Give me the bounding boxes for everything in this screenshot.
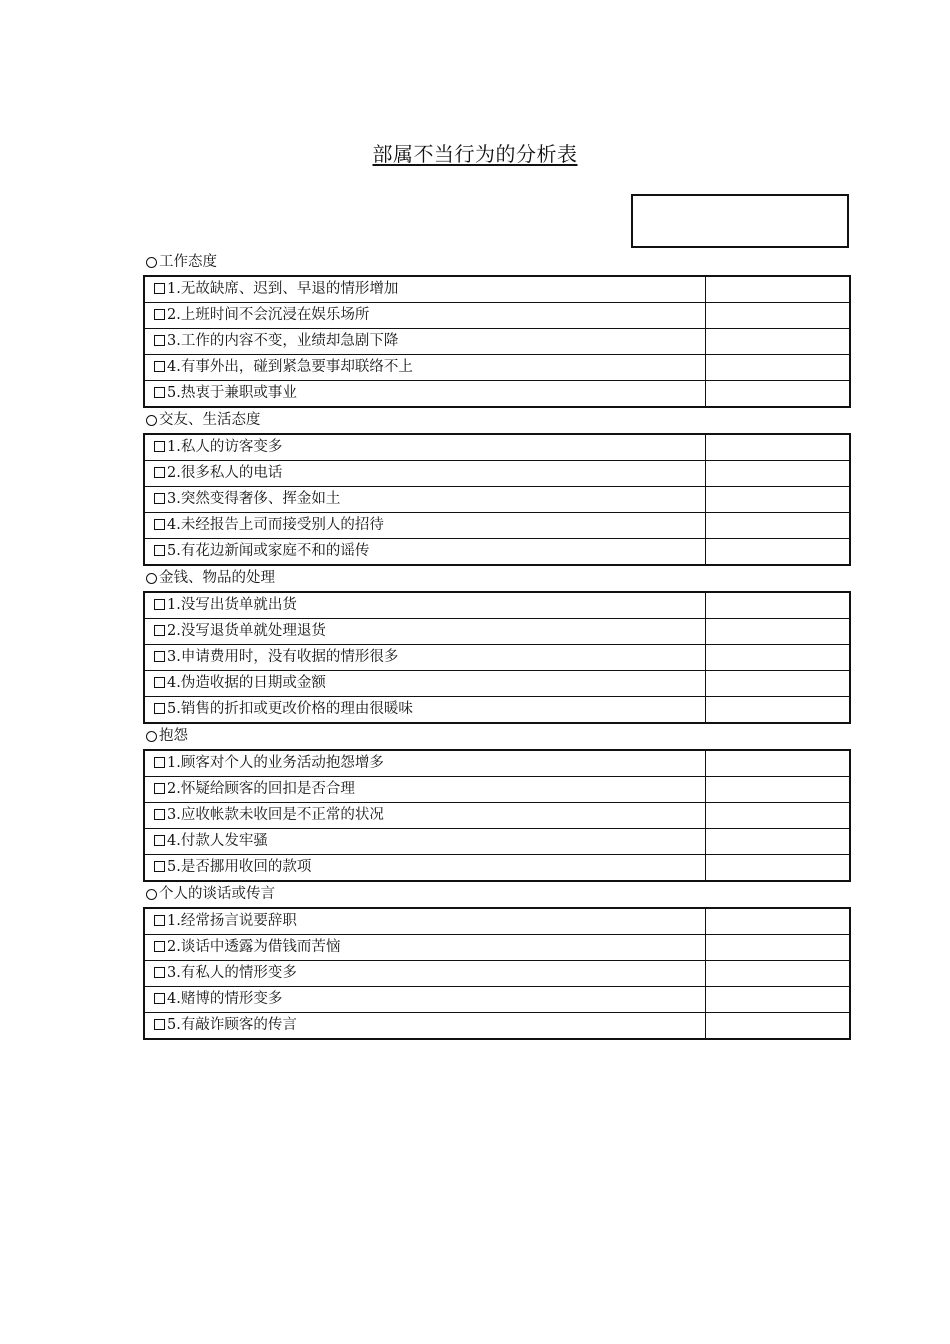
checkbox-icon[interactable] [154,283,165,294]
item-cell [144,434,705,461]
mark-cell[interactable] [705,381,850,408]
table-row [144,513,850,539]
item-text: 上班时间不会沉浸在娱乐场所 [180,307,370,323]
item-number: 4. [167,833,181,849]
checkbox-icon[interactable] [154,941,165,952]
checklist-sections [143,250,849,1040]
checkbox-icon[interactable] [154,519,165,530]
item-text: 有花边新闻或家庭不和的谣传 [180,543,370,559]
item-number: 5. [167,1017,181,1033]
checkbox-icon[interactable] [154,651,165,662]
item-cell [144,513,705,539]
item-cell [144,539,705,566]
mark-cell[interactable] [705,750,850,777]
item-text: 未经报告上司而接受别人的招待 [180,517,384,533]
table-row [144,329,850,355]
checkbox-icon[interactable] [154,915,165,926]
item-text: 突然变得奢侈、挥金如土 [180,491,341,507]
checkbox-icon[interactable] [154,703,165,714]
item-number: 4. [167,359,181,375]
checkbox-icon[interactable] [154,361,165,372]
section-money-handling [143,566,849,724]
item-cell [144,987,705,1013]
item-text: 赌博的情形变多 [180,991,283,1007]
checkbox-icon[interactable] [154,467,165,478]
score-box[interactable] [631,194,849,248]
checklist-table [143,749,851,882]
mark-cell[interactable] [705,1013,850,1040]
checkbox-icon[interactable] [154,625,165,636]
item-text: 应收帐款未收回是不正常的状况 [180,807,384,823]
table-row [144,750,850,777]
section-heading [143,250,849,275]
item-text: 经常扬言说要辞职 [180,913,297,929]
item-text: 有事外出，碰到紧急要事却联络不上 [180,359,413,375]
checkbox-icon[interactable] [154,441,165,452]
mark-cell[interactable] [705,276,850,303]
item-cell [144,355,705,381]
item-cell [144,461,705,487]
section-heading-text: 个人的谈话或传言 [159,886,275,902]
checkbox-icon[interactable] [154,861,165,872]
checklist-table [143,591,851,724]
item-cell [144,619,705,645]
item-number: 5. [167,385,181,401]
checkbox-icon[interactable] [154,599,165,610]
item-number: 2. [167,939,181,955]
checklist-table [143,433,851,566]
mark-cell[interactable] [705,697,850,724]
item-number: 3. [167,965,181,981]
section-heading [143,724,849,749]
table-row [144,461,850,487]
mark-cell[interactable] [705,908,850,935]
item-text: 谈话中透露为借钱而苦恼 [180,939,341,955]
section-heading-text: 交友、生活态度 [159,412,261,428]
table-row [144,1013,850,1040]
item-number: 2. [167,781,181,797]
item-cell [144,329,705,355]
item-text: 工作的内容不变，业绩却急剧下降 [180,333,399,349]
checkbox-icon[interactable] [154,993,165,1004]
item-text: 有私人的情形变多 [180,965,297,981]
item-cell [144,671,705,697]
circle-bullet-icon [146,257,157,268]
table-row [144,355,850,381]
table-row [144,645,850,671]
checkbox-icon[interactable] [154,809,165,820]
item-number: 2. [167,623,181,639]
item-cell [144,961,705,987]
section-social-life [143,408,849,566]
table-row [144,276,850,303]
item-number: 2. [167,307,181,323]
item-number: 2. [167,465,181,481]
section-heading-text: 抱怨 [159,728,188,744]
table-row [144,855,850,882]
item-text: 热衷于兼职或事业 [180,385,297,401]
item-number: 1. [167,281,181,297]
table-row [144,671,850,697]
item-text: 销售的折扣或更改价格的理由很暖味 [180,701,413,717]
mark-cell[interactable] [705,539,850,566]
mark-cell[interactable] [705,513,850,539]
table-row [144,961,850,987]
item-cell [144,1013,705,1040]
section-heading [143,566,849,591]
item-number: 1. [167,913,181,929]
mark-cell[interactable] [705,855,850,882]
item-text: 伪造收据的日期或金额 [180,675,326,691]
item-cell [144,276,705,303]
checkbox-icon[interactable] [154,757,165,768]
item-cell [144,592,705,619]
mark-cell[interactable] [705,645,850,671]
mark-cell[interactable] [705,303,850,329]
item-number: 3. [167,649,181,665]
item-number: 1. [167,755,181,771]
checkbox-icon[interactable] [154,967,165,978]
section-personal-talk [143,882,849,1040]
item-cell [144,803,705,829]
mark-cell[interactable] [705,961,850,987]
item-number: 5. [167,701,181,717]
circle-bullet-icon [146,731,157,742]
section-heading [143,408,849,433]
checkbox-icon[interactable] [154,677,165,688]
checklist-table [143,907,851,1040]
mark-cell[interactable] [705,434,850,461]
mark-cell[interactable] [705,461,850,487]
item-text: 有敲诈顾客的传言 [180,1017,297,1033]
circle-bullet-icon [146,415,157,426]
item-number: 3. [167,807,181,823]
checkbox-icon[interactable] [154,493,165,504]
checkbox-icon[interactable] [154,783,165,794]
page-title: 部属不当行为的分析表 [372,142,578,166]
checkbox-icon[interactable] [154,1019,165,1030]
mark-cell[interactable] [705,619,850,645]
item-text: 没写出货单就出货 [180,597,297,613]
checkbox-icon[interactable] [154,309,165,320]
checkbox-icon[interactable] [154,335,165,346]
mark-cell[interactable] [705,987,850,1013]
item-number: 4. [167,517,181,533]
item-number: 5. [167,859,181,875]
item-cell [144,829,705,855]
item-number: 1. [167,439,181,455]
section-heading [143,882,849,907]
table-row [144,539,850,566]
table-row [144,829,850,855]
mark-cell[interactable] [705,829,850,855]
item-cell [144,750,705,777]
table-row [144,777,850,803]
item-text: 付款人发牢骚 [180,833,268,849]
table-row [144,697,850,724]
section-heading-text: 工作态度 [159,254,217,270]
section-work-attitude [143,250,849,408]
item-text: 怀疑给顾客的回扣是否合理 [180,781,355,797]
mark-cell[interactable] [705,935,850,961]
mark-cell[interactable] [705,329,850,355]
mark-cell[interactable] [705,671,850,697]
table-row [144,908,850,935]
item-number: 3. [167,491,181,507]
item-number: 5. [167,543,181,559]
item-cell [144,381,705,408]
item-cell [144,908,705,935]
item-text: 很多私人的电话 [180,465,283,481]
table-row [144,987,850,1013]
checkbox-icon[interactable] [154,835,165,846]
item-cell [144,487,705,513]
item-number: 4. [167,675,181,691]
item-text: 是否挪用收回的款项 [180,859,312,875]
table-row [144,619,850,645]
circle-bullet-icon [146,573,157,584]
item-number: 1. [167,597,181,613]
mark-cell[interactable] [705,487,850,513]
table-row [144,381,850,408]
table-row [144,935,850,961]
checkbox-icon[interactable] [154,387,165,398]
item-cell [144,697,705,724]
item-text: 没写退货单就处理退货 [180,623,326,639]
section-complaints [143,724,849,882]
item-number: 3. [167,333,181,349]
section-heading-text: 金钱、物品的处理 [159,570,275,586]
table-row [144,592,850,619]
mark-cell[interactable] [705,355,850,381]
item-text: 申请费用时，没有收据的情形很多 [180,649,399,665]
table-row [144,303,850,329]
checkbox-icon[interactable] [154,545,165,556]
circle-bullet-icon [146,889,157,900]
mark-cell[interactable] [705,592,850,619]
item-cell [144,935,705,961]
item-cell [144,303,705,329]
table-row [144,487,850,513]
item-number: 4. [167,991,181,1007]
checklist-table [143,275,851,408]
mark-cell[interactable] [705,777,850,803]
item-text: 私人的访客变多 [180,439,283,455]
item-text: 无故缺席、迟到、早退的情形增加 [180,281,399,297]
mark-cell[interactable] [705,803,850,829]
item-cell [144,645,705,671]
item-text: 顾客对个人的业务活动抱怨增多 [180,755,384,771]
item-cell [144,777,705,803]
item-cell [144,855,705,882]
table-row [144,434,850,461]
table-row [144,803,850,829]
